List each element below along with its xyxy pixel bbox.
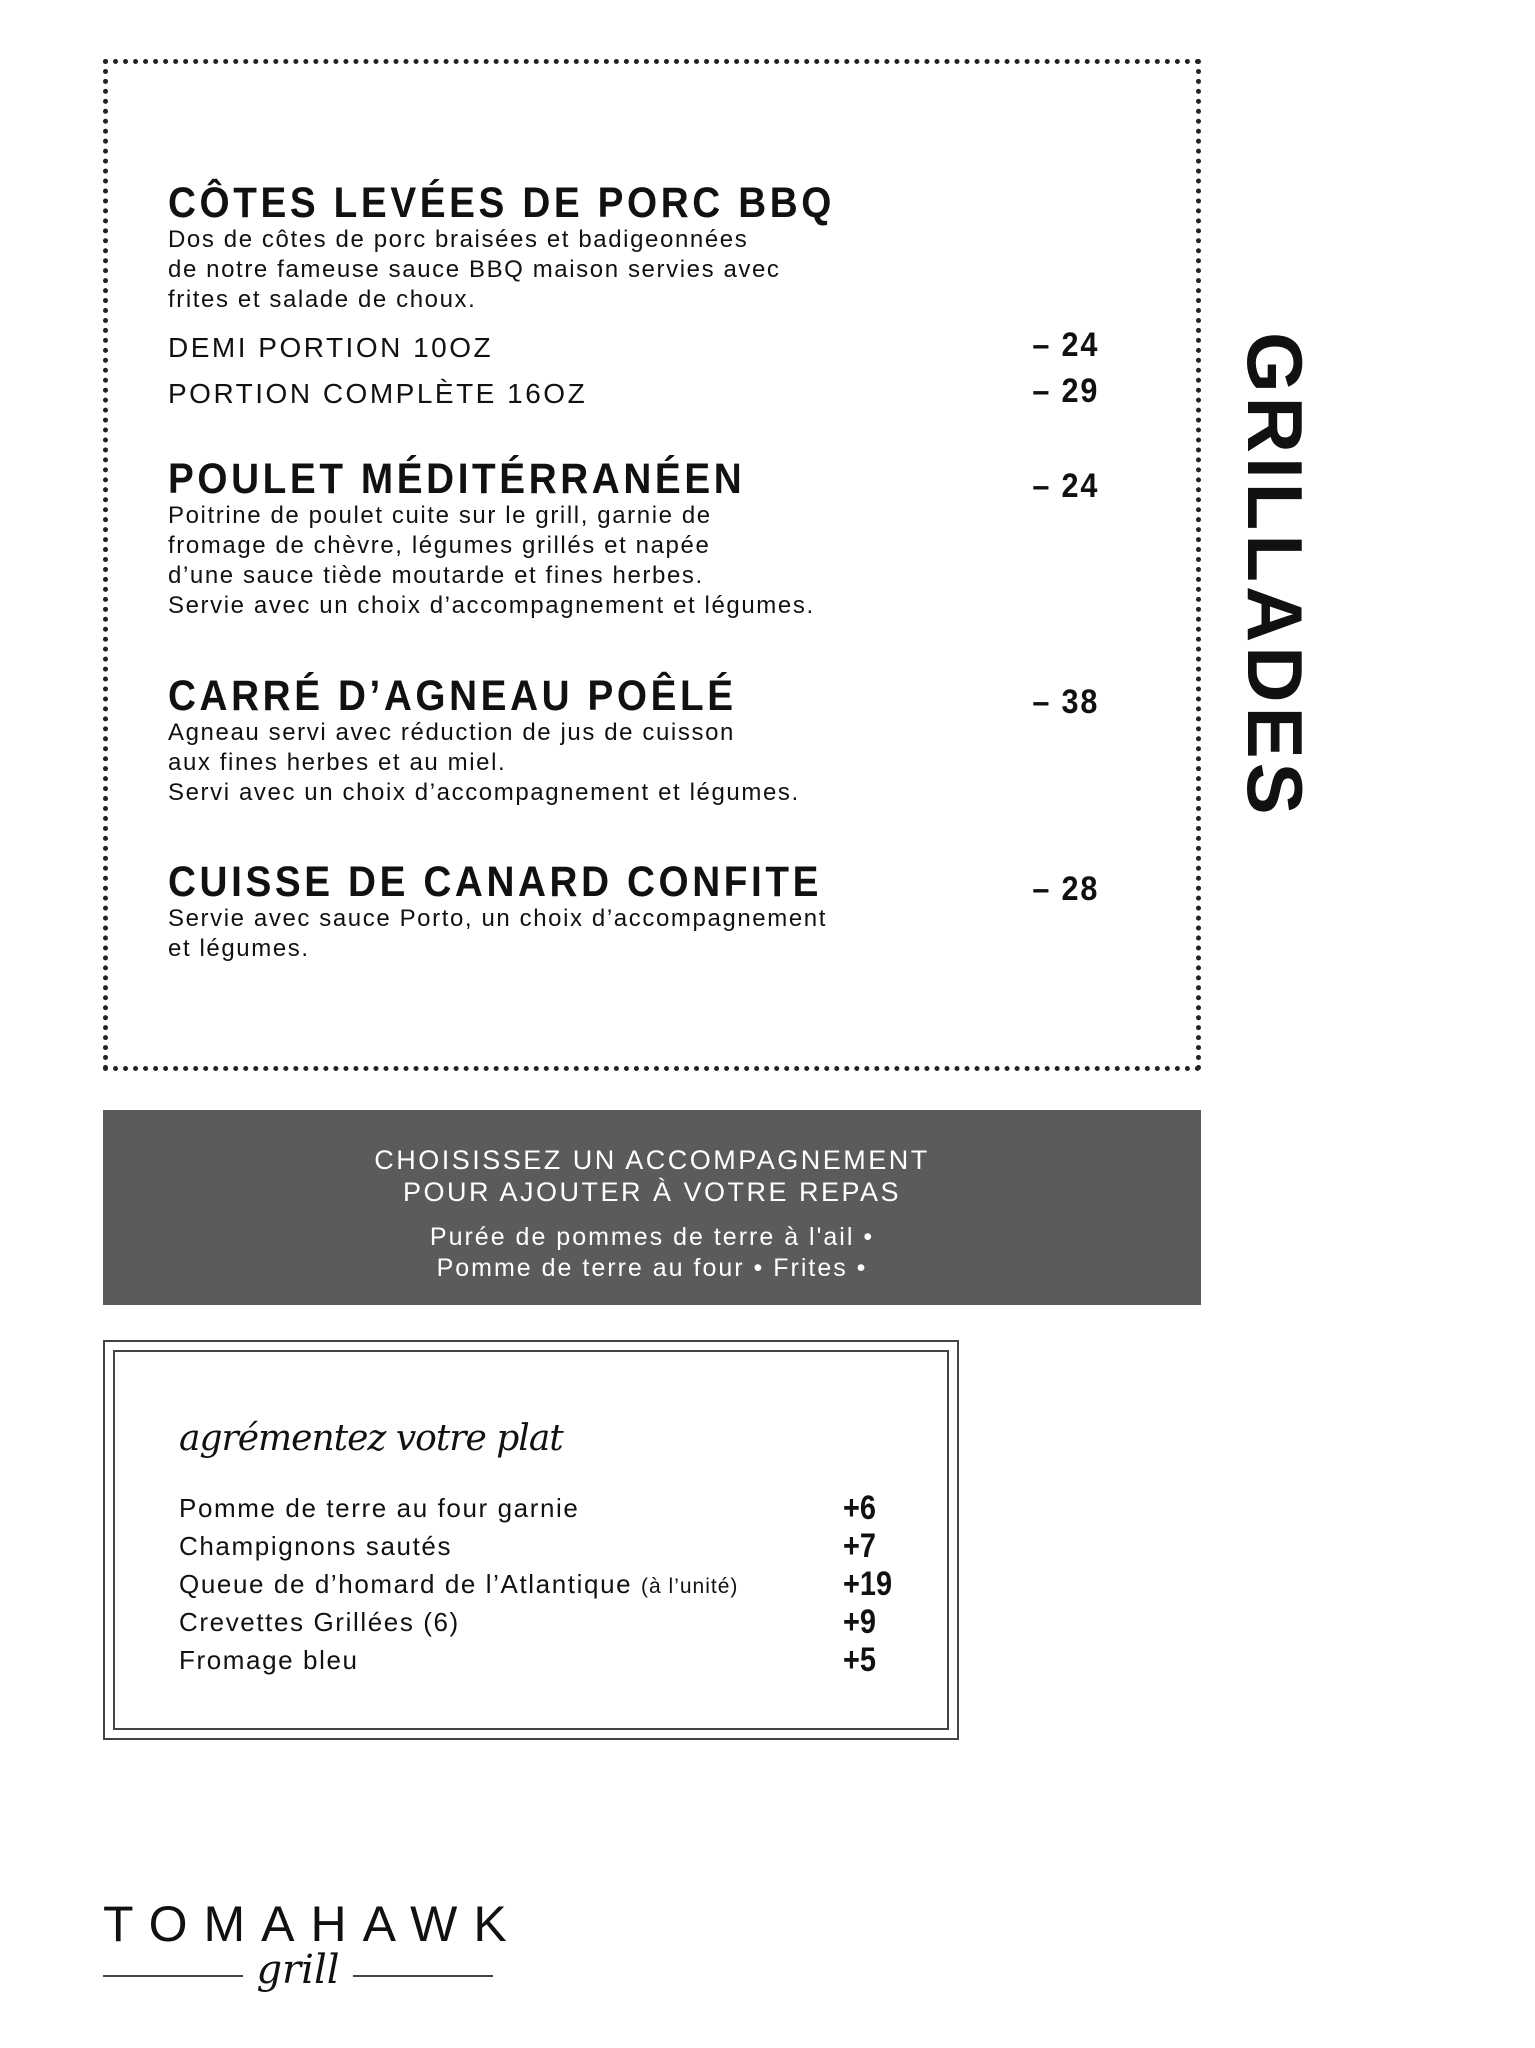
extras-title: agrémentez votre plat bbox=[179, 1418, 563, 1459]
accompaniment-banner bbox=[103, 1110, 1201, 1305]
item-description: Agneau servi avec réduction de jus de cuisson aux fines herbes et au miel. Servi avec un choix d’accompagnement et légumes. bbox=[168, 719, 800, 806]
portion-label: PORTION COMPLÈTE 16OZ bbox=[168, 378, 588, 409]
logo-subtitle: grill bbox=[256, 1947, 340, 1993]
menu-item-ribs bbox=[168, 179, 1148, 315]
item-title: CÔTES LEVÉES DE PORC BBQ bbox=[168, 179, 835, 227]
item-price: – 38 bbox=[1032, 683, 1099, 721]
extra-row bbox=[179, 1604, 879, 1642]
extras-box bbox=[103, 1340, 959, 1740]
item-description: Poitrine de poulet cuite sur le grill, garnie de fromage de chèvre, légumes grillés et napée d’une sauce tiède moutarde et fines herbes. Servie avec un choix d’accompagnement et légumes. bbox=[168, 502, 815, 619]
item-title: CUISSE DE CANARD CONFITE bbox=[168, 858, 823, 906]
extra-price: +5 bbox=[843, 1641, 876, 1679]
extra-row bbox=[179, 1642, 879, 1680]
extra-row bbox=[179, 1565, 893, 1604]
extra-label: Fromage bleu bbox=[179, 1645, 359, 1675]
extra-row bbox=[179, 1528, 879, 1566]
extra-label: Queue de d’homard de l’Atlantique (à l’unité) bbox=[179, 1569, 739, 1599]
menu-box bbox=[103, 59, 1201, 1071]
menu-item-duck bbox=[168, 858, 1148, 964]
extra-note: (à l’unité) bbox=[641, 1575, 739, 1598]
menu-item-chicken bbox=[168, 455, 1148, 621]
item-title: CARRÉ D’AGNEAU POÊLÉ bbox=[168, 672, 737, 720]
item-title: POULET MÉDITÉRRANÉEN bbox=[168, 455, 746, 503]
menu-item-lamb bbox=[168, 672, 1148, 808]
extras-inner-border bbox=[113, 1350, 949, 1730]
extra-price: +7 bbox=[843, 1527, 876, 1565]
extra-label: Crevettes Grillées (6) bbox=[179, 1607, 460, 1637]
item-price: – 24 bbox=[1032, 467, 1099, 505]
item-description: Dos de côtes de porc braisées et badigeonnées de notre fameuse sauce BBQ maison servies avec frites et salade de choux. bbox=[168, 226, 781, 313]
extra-label: Pomme de terre au four garnie bbox=[179, 1493, 580, 1523]
accompaniment-heading: CHOISISSEZ UN ACCOMPAGNEMENT POUR AJOUTER À VOTRE REPAS bbox=[374, 1145, 930, 1207]
portion-price: – 24 bbox=[1032, 326, 1099, 364]
extra-price: +6 bbox=[843, 1489, 876, 1527]
section-title: GRILLADES bbox=[1231, 331, 1319, 819]
portion-price: – 29 bbox=[1032, 372, 1099, 410]
extra-label: Champignons sautés bbox=[179, 1531, 453, 1561]
logo-wordmark: TOMAHAWK bbox=[103, 1896, 523, 1952]
item-description: Servie avec sauce Porto, un choix d’accompagnement et légumes. bbox=[168, 905, 827, 962]
restaurant-logo bbox=[103, 1895, 523, 2015]
extra-price: +19 bbox=[843, 1565, 893, 1603]
extra-row bbox=[179, 1490, 879, 1528]
portion-label: DEMI PORTION 10OZ bbox=[168, 332, 494, 363]
logo-rule-right bbox=[353, 1975, 493, 1977]
extra-price: +9 bbox=[843, 1603, 876, 1641]
accompaniment-options: Purée de pommes de terre à l'ail • Pomme de terre au four • Frites • bbox=[429, 1223, 875, 1282]
item-price: – 28 bbox=[1032, 870, 1099, 908]
